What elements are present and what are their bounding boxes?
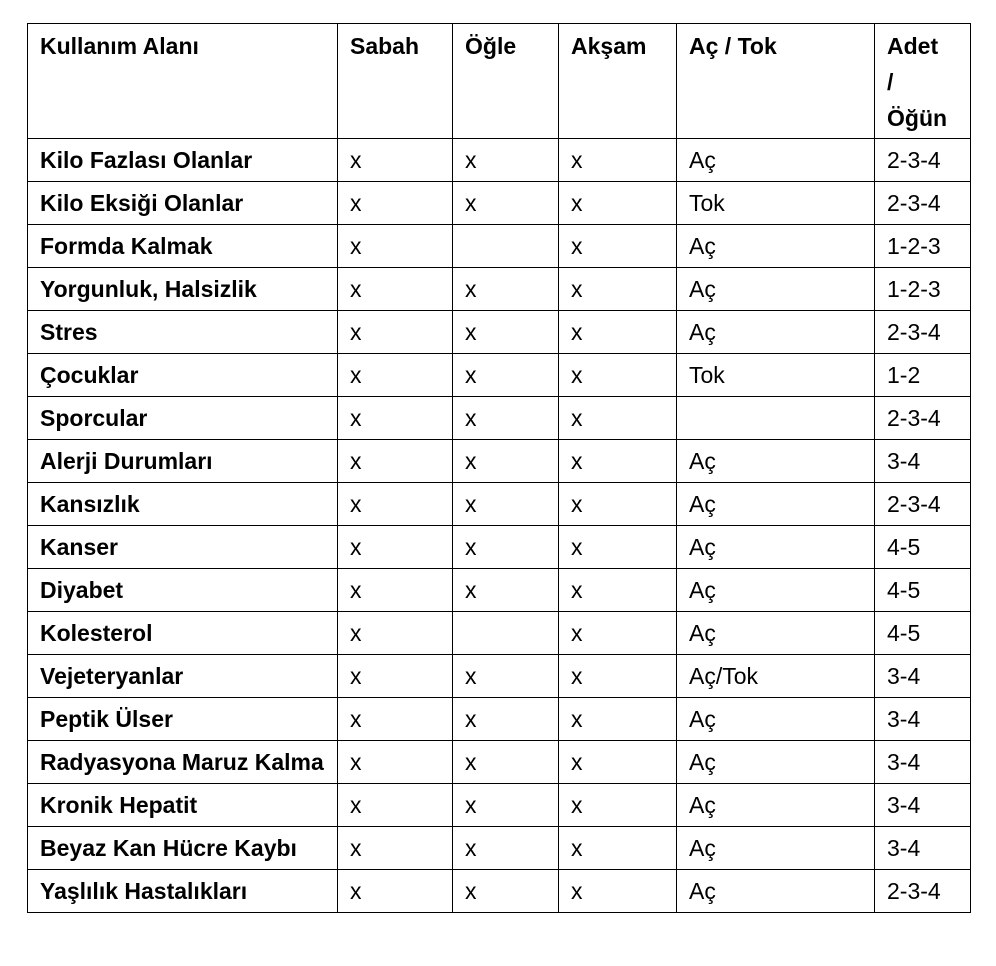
table-row [28, 483, 971, 526]
cell-adet-ogun: 3-4 [875, 827, 971, 870]
cell-adet-ogun: 3-4 [875, 440, 971, 483]
cell-ac-tok: Aç [677, 784, 875, 827]
cell-ogle: x [453, 354, 559, 397]
cell-ogle [453, 225, 559, 268]
cell-kullanim-alani: Sporcular [28, 397, 338, 440]
cell-aksam: x [559, 741, 677, 784]
cell-ac-tok: Tok [677, 354, 875, 397]
cell-sabah: x [338, 526, 453, 569]
cell-ogle: x [453, 526, 559, 569]
table-row [28, 698, 971, 741]
cell-ac-tok: Aç [677, 870, 875, 913]
cell-ogle: x [453, 139, 559, 182]
cell-adet-ogun: 3-4 [875, 784, 971, 827]
cell-kullanim-alani: Çocuklar [28, 354, 338, 397]
cell-aksam: x [559, 397, 677, 440]
cell-aksam: x [559, 526, 677, 569]
cell-aksam: x [559, 483, 677, 526]
cell-kullanim-alani: Kolesterol [28, 612, 338, 655]
header-aksam: Akşam [559, 24, 677, 139]
table-row [28, 870, 971, 913]
header-ogle: Öğle [453, 24, 559, 139]
table-row [28, 827, 971, 870]
cell-adet-ogun: 2-3-4 [875, 311, 971, 354]
table-row [28, 182, 971, 225]
cell-ogle: x [453, 569, 559, 612]
cell-ac-tok: Aç [677, 483, 875, 526]
cell-kullanim-alani: Kansızlık [28, 483, 338, 526]
cell-adet-ogun: 3-4 [875, 698, 971, 741]
cell-ogle [453, 612, 559, 655]
cell-sabah: x [338, 784, 453, 827]
header-row [28, 24, 971, 139]
cell-ac-tok: Tok [677, 182, 875, 225]
table-body [28, 139, 971, 913]
cell-sabah: x [338, 612, 453, 655]
cell-ogle: x [453, 440, 559, 483]
cell-sabah: x [338, 483, 453, 526]
cell-sabah: x [338, 870, 453, 913]
cell-sabah: x [338, 440, 453, 483]
table-row [28, 354, 971, 397]
cell-ac-tok: Aç [677, 698, 875, 741]
cell-aksam: x [559, 784, 677, 827]
cell-adet-ogun: 2-3-4 [875, 182, 971, 225]
cell-adet-ogun: 1-2-3 [875, 268, 971, 311]
header-adet-ogun-line: Adet [887, 33, 939, 59]
cell-aksam: x [559, 139, 677, 182]
table-row [28, 440, 971, 483]
cell-kullanim-alani: Diyabet [28, 569, 338, 612]
table-row [28, 397, 971, 440]
cell-adet-ogun: 1-2-3 [875, 225, 971, 268]
cell-kullanim-alani: Stres [28, 311, 338, 354]
cell-aksam: x [559, 655, 677, 698]
cell-sabah: x [338, 655, 453, 698]
cell-ogle: x [453, 397, 559, 440]
cell-adet-ogun: 2-3-4 [875, 397, 971, 440]
cell-sabah: x [338, 569, 453, 612]
header-adet-ogun [875, 24, 971, 139]
table-row [28, 139, 971, 182]
table-header [28, 24, 971, 139]
cell-aksam: x [559, 612, 677, 655]
cell-ac-tok [677, 397, 875, 440]
cell-ogle: x [453, 311, 559, 354]
cell-ogle: x [453, 483, 559, 526]
cell-adet-ogun: 3-4 [875, 655, 971, 698]
cell-aksam: x [559, 311, 677, 354]
cell-sabah: x [338, 698, 453, 741]
cell-kullanim-alani: Radyasyona Maruz Kalma [28, 741, 338, 784]
usage-table [27, 23, 971, 913]
cell-aksam: x [559, 268, 677, 311]
cell-aksam: x [559, 827, 677, 870]
cell-ogle: x [453, 870, 559, 913]
cell-ogle: x [453, 182, 559, 225]
cell-sabah: x [338, 827, 453, 870]
cell-ac-tok: Aç [677, 827, 875, 870]
cell-ac-tok: Aç [677, 612, 875, 655]
cell-ac-tok: Aç [677, 311, 875, 354]
cell-adet-ogun: 2-3-4 [875, 139, 971, 182]
cell-kullanim-alani: Yaşlılık Hastalıkları [28, 870, 338, 913]
cell-kullanim-alani: Kilo Eksiği Olanlar [28, 182, 338, 225]
cell-sabah: x [338, 311, 453, 354]
cell-adet-ogun: 4-5 [875, 526, 971, 569]
cell-aksam: x [559, 569, 677, 612]
cell-ac-tok: Aç [677, 268, 875, 311]
header-adet-ogun-line: Öğün [887, 105, 948, 131]
header-kullanim-alani: Kullanım Alanı [28, 24, 338, 139]
cell-sabah: x [338, 354, 453, 397]
cell-ac-tok: Aç [677, 225, 875, 268]
cell-sabah: x [338, 397, 453, 440]
header-ac-tok: Aç / Tok [677, 24, 875, 139]
cell-aksam: x [559, 870, 677, 913]
table-row [28, 784, 971, 827]
cell-ac-tok: Aç [677, 139, 875, 182]
cell-ogle: x [453, 741, 559, 784]
cell-kullanim-alani: Alerji Durumları [28, 440, 338, 483]
cell-sabah: x [338, 741, 453, 784]
cell-adet-ogun: 4-5 [875, 569, 971, 612]
cell-adet-ogun: 2-3-4 [875, 870, 971, 913]
cell-aksam: x [559, 354, 677, 397]
cell-ogle: x [453, 655, 559, 698]
cell-ogle: x [453, 268, 559, 311]
cell-ac-tok: Aç/Tok [677, 655, 875, 698]
table-row [28, 612, 971, 655]
cell-kullanim-alani: Yorgunluk, Halsizlik [28, 268, 338, 311]
cell-kullanim-alani: Kronik Hepatit [28, 784, 338, 827]
cell-kullanim-alani: Kilo Fazlası Olanlar [28, 139, 338, 182]
header-adet-ogun-line: / [887, 69, 894, 95]
cell-adet-ogun: 4-5 [875, 612, 971, 655]
cell-ac-tok: Aç [677, 440, 875, 483]
cell-aksam: x [559, 225, 677, 268]
cell-ac-tok: Aç [677, 569, 875, 612]
cell-ogle: x [453, 784, 559, 827]
cell-ac-tok: Aç [677, 526, 875, 569]
cell-kullanim-alani: Peptik Ülser [28, 698, 338, 741]
table-row [28, 268, 971, 311]
table-row [28, 526, 971, 569]
header-sabah: Sabah [338, 24, 453, 139]
cell-aksam: x [559, 440, 677, 483]
table-row [28, 655, 971, 698]
cell-ogle: x [453, 827, 559, 870]
table-row [28, 741, 971, 784]
cell-kullanim-alani: Kanser [28, 526, 338, 569]
cell-sabah: x [338, 139, 453, 182]
cell-sabah: x [338, 182, 453, 225]
cell-ogle: x [453, 698, 559, 741]
cell-adet-ogun: 3-4 [875, 741, 971, 784]
table-row [28, 225, 971, 268]
cell-kullanim-alani: Beyaz Kan Hücre Kaybı [28, 827, 338, 870]
cell-aksam: x [559, 698, 677, 741]
table-row [28, 311, 971, 354]
cell-aksam: x [559, 182, 677, 225]
cell-sabah: x [338, 268, 453, 311]
cell-ac-tok: Aç [677, 741, 875, 784]
table-row [28, 569, 971, 612]
cell-kullanim-alani: Formda Kalmak [28, 225, 338, 268]
cell-adet-ogun: 1-2 [875, 354, 971, 397]
cell-adet-ogun: 2-3-4 [875, 483, 971, 526]
cell-kullanim-alani: Vejeteryanlar [28, 655, 338, 698]
cell-sabah: x [338, 225, 453, 268]
